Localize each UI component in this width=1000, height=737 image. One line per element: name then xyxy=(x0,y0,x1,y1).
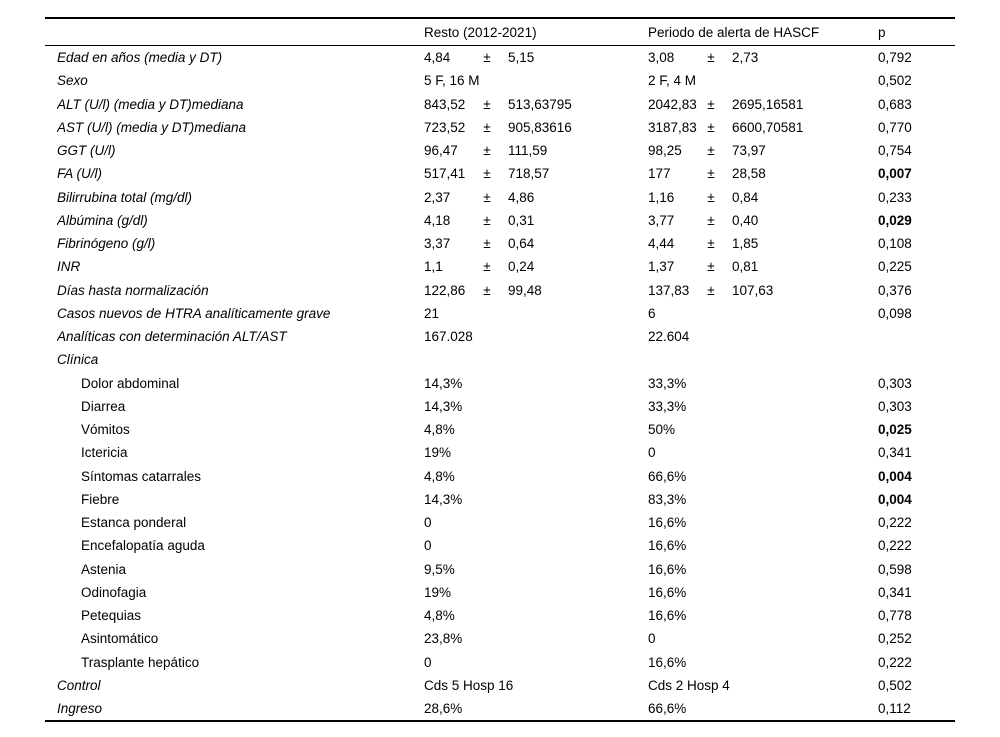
sd-value: 718,57 xyxy=(508,166,550,182)
p-value: 0,754 xyxy=(878,143,912,159)
resto-value: 19% xyxy=(424,584,452,600)
plus-minus-sign: ± xyxy=(707,212,715,228)
mean-value: 3187,83 xyxy=(648,119,697,135)
mean-value: 4,44 xyxy=(648,236,675,252)
plus-minus-sign: ± xyxy=(707,259,715,275)
sd-value: 2695,16581 xyxy=(732,96,804,112)
alerta-value: 66,6% xyxy=(648,468,687,484)
row-label: GGT (U/l) xyxy=(57,143,116,159)
alerta-value: 22.604 xyxy=(648,329,690,345)
resto-value: 4,8% xyxy=(424,468,455,484)
resto-value xyxy=(424,213,648,228)
row-label: Vómitos xyxy=(81,422,130,438)
plus-minus-sign: ± xyxy=(483,119,491,135)
resto-value: Cds 5 Hosp 16 xyxy=(424,677,514,693)
mean-value: 1,1 xyxy=(424,259,443,275)
plus-minus-sign: ± xyxy=(483,96,491,112)
header-periodo-alerta: Periodo de alerta de HASCF xyxy=(648,24,820,40)
plus-minus-sign: ± xyxy=(483,212,491,228)
alerta-value: 83,3% xyxy=(648,491,687,507)
alerta-value: 16,6% xyxy=(648,538,687,554)
mean-value: 137,83 xyxy=(648,282,690,298)
mean-value: 177 xyxy=(648,166,671,182)
sd-value: 28,58 xyxy=(732,166,766,182)
table-row xyxy=(45,325,955,348)
resto-value: 5 F, 16 M xyxy=(424,73,480,89)
table-row xyxy=(45,139,955,162)
header-p: p xyxy=(878,24,886,40)
p-value: 0,029 xyxy=(878,212,912,228)
sd-value: 0,24 xyxy=(508,259,535,275)
stats-table xyxy=(45,17,955,722)
resto-value xyxy=(424,50,648,65)
p-value: 0,770 xyxy=(878,119,912,135)
p-value: 0,233 xyxy=(878,189,912,205)
resto-value: 0 xyxy=(424,538,432,554)
row-label: INR xyxy=(57,259,81,275)
table-row xyxy=(45,604,955,627)
row-label: Ictericia xyxy=(81,445,128,461)
mean-value: 4,84 xyxy=(424,50,451,66)
alerta-value: 0 xyxy=(648,631,656,647)
mean-value: 98,25 xyxy=(648,143,682,159)
alerta-value xyxy=(648,283,878,298)
table-row xyxy=(45,255,955,278)
mean-value: 3,37 xyxy=(424,236,451,252)
resto-value: 9,5% xyxy=(424,561,455,577)
mean-value: 2042,83 xyxy=(648,96,697,112)
resto-value xyxy=(424,283,648,298)
alerta-value xyxy=(648,50,878,65)
row-label: Estanca ponderal xyxy=(81,515,187,531)
table-row xyxy=(45,116,955,139)
resto-value: 14,3% xyxy=(424,398,463,414)
p-value: 0,004 xyxy=(878,468,912,484)
table-row xyxy=(45,558,955,581)
plus-minus-sign: ± xyxy=(707,50,715,66)
mean-value: 1,37 xyxy=(648,259,675,275)
sd-value: 111,59 xyxy=(508,143,548,159)
p-value: 0,341 xyxy=(878,445,912,461)
row-label: Dolor abdominal xyxy=(81,375,180,391)
alerta-value xyxy=(648,166,878,181)
alerta-value: 16,6% xyxy=(648,608,687,624)
mean-value: 2,37 xyxy=(424,189,451,205)
table-row xyxy=(45,186,955,209)
alerta-value: 66,6% xyxy=(648,701,687,717)
plus-minus-sign: ± xyxy=(483,166,491,182)
p-value: 0,225 xyxy=(878,259,912,275)
alerta-value: 50% xyxy=(648,422,676,438)
table-row xyxy=(45,302,955,325)
resto-value: 14,3% xyxy=(424,491,463,507)
resto-value xyxy=(424,190,648,205)
resto-value xyxy=(424,166,648,181)
row-label: Astenia xyxy=(81,561,127,577)
alerta-value: 2 F, 4 M xyxy=(648,73,697,89)
resto-value: 21 xyxy=(424,305,440,321)
plus-minus-sign: ± xyxy=(707,119,715,135)
table-row xyxy=(45,93,955,116)
mean-value: 517,41 xyxy=(424,166,466,182)
row-label: Albúmina (g/dl) xyxy=(57,212,148,228)
p-value: 0,303 xyxy=(878,398,912,414)
alerta-value xyxy=(648,143,878,158)
resto-value xyxy=(424,120,648,135)
resto-value: 0 xyxy=(424,654,432,670)
p-value: 0,098 xyxy=(878,305,912,321)
sd-value: 0,64 xyxy=(508,236,535,252)
mean-value: 3,77 xyxy=(648,212,675,228)
p-value: 0,683 xyxy=(878,96,912,112)
row-label: AST (U/l) (media y DT)mediana xyxy=(57,119,247,135)
sd-value: 0,84 xyxy=(732,189,759,205)
plus-minus-sign: ± xyxy=(483,282,491,298)
p-value: 0,112 xyxy=(878,701,911,717)
sd-value: 2,73 xyxy=(732,50,759,66)
p-value: 0,222 xyxy=(878,538,912,554)
alerta-value xyxy=(648,190,878,205)
sd-value: 905,83616 xyxy=(508,119,572,135)
plus-minus-sign: ± xyxy=(707,143,715,159)
p-value: 0,376 xyxy=(878,282,912,298)
row-label: Odinofagia xyxy=(81,584,147,600)
row-label: Control xyxy=(57,677,101,693)
resto-value: 167.028 xyxy=(424,329,473,345)
resto-value: 4,8% xyxy=(424,422,455,438)
row-label: Fibrinógeno (g/l) xyxy=(57,236,156,252)
resto-value xyxy=(424,236,648,251)
mean-value: 4,18 xyxy=(424,212,451,228)
p-value: 0,222 xyxy=(878,515,912,531)
table-row xyxy=(45,348,955,371)
table-row xyxy=(45,372,955,395)
alerta-value xyxy=(648,213,878,228)
p-value: 0,252 xyxy=(878,631,912,647)
table-row xyxy=(45,69,955,92)
sd-value: 1,85 xyxy=(732,236,759,252)
row-label: Trasplante hepático xyxy=(81,654,200,670)
plus-minus-sign: ± xyxy=(707,96,715,112)
resto-value: 0 xyxy=(424,515,432,531)
row-label: ALT (U/l) (media y DT)mediana xyxy=(57,96,244,112)
alerta-value xyxy=(648,120,878,135)
alerta-value: 0 xyxy=(648,445,656,461)
p-value: 0,792 xyxy=(878,50,912,66)
resto-value: 4,8% xyxy=(424,608,455,624)
p-value: 0,502 xyxy=(878,677,912,693)
table-row xyxy=(45,418,955,441)
alerta-value: 16,6% xyxy=(648,515,687,531)
alerta-value: 33,3% xyxy=(648,398,687,414)
p-value: 0,341 xyxy=(878,584,912,600)
row-label: Días hasta normalización xyxy=(57,282,209,298)
plus-minus-sign: ± xyxy=(483,50,491,66)
p-value: 0,598 xyxy=(878,561,912,577)
resto-value xyxy=(424,259,648,274)
p-value: 0,502 xyxy=(878,73,912,89)
row-label: Clínica xyxy=(57,352,99,368)
alerta-value: 16,6% xyxy=(648,654,687,670)
plus-minus-sign: ± xyxy=(707,236,715,252)
plus-minus-sign: ± xyxy=(483,189,491,205)
mean-value: 1,16 xyxy=(648,189,675,205)
row-label: Asintomático xyxy=(81,631,159,647)
sd-value: 99,48 xyxy=(508,282,542,298)
table-row xyxy=(45,511,955,534)
row-label: Fiebre xyxy=(81,491,120,507)
table-row xyxy=(45,209,955,232)
table-row xyxy=(45,465,955,488)
alerta-value: Cds 2 Hosp 4 xyxy=(648,677,730,693)
table-row xyxy=(45,395,955,418)
row-label: Sexo xyxy=(57,73,88,89)
sd-value: 107,63 xyxy=(732,282,774,298)
table-row xyxy=(45,441,955,464)
alerta-value: 16,6% xyxy=(648,584,687,600)
row-label: Diarrea xyxy=(81,398,126,414)
table-row xyxy=(45,651,955,674)
row-label: Ingreso xyxy=(57,701,103,717)
p-value: 0,222 xyxy=(878,654,912,670)
table-row xyxy=(45,488,955,511)
resto-value xyxy=(424,143,648,158)
resto-value xyxy=(424,97,648,112)
p-value: 0,778 xyxy=(878,608,912,624)
plus-minus-sign: ± xyxy=(483,143,491,159)
resto-value: 19% xyxy=(424,445,452,461)
row-label: Petequias xyxy=(81,608,142,624)
sd-value: 0,81 xyxy=(732,259,759,275)
table-body xyxy=(45,46,955,720)
p-value: 0,303 xyxy=(878,375,912,391)
sd-value: 0,40 xyxy=(732,212,759,228)
sd-value: 513,63795 xyxy=(508,96,572,112)
row-label: Casos nuevos de HTRA analíticamente grave xyxy=(57,305,331,321)
plus-minus-sign: ± xyxy=(707,282,715,298)
p-value: 0,025 xyxy=(878,422,912,438)
mean-value: 122,86 xyxy=(424,282,466,298)
resto-value: 23,8% xyxy=(424,631,463,647)
row-label: Bilirrubina total (mg/dl) xyxy=(57,189,193,205)
sd-value: 73,97 xyxy=(732,143,766,159)
p-value: 0,108 xyxy=(878,236,912,252)
table-row xyxy=(45,627,955,650)
table-row xyxy=(45,534,955,557)
mean-value: 723,52 xyxy=(424,119,466,135)
table-header-row xyxy=(45,19,955,46)
p-value: 0,007 xyxy=(878,166,912,182)
plus-minus-sign: ± xyxy=(483,259,491,275)
alerta-value: 33,3% xyxy=(648,375,687,391)
mean-value: 96,47 xyxy=(424,143,458,159)
mean-value: 843,52 xyxy=(424,96,466,112)
resto-value: 14,3% xyxy=(424,375,463,391)
mean-value: 3,08 xyxy=(648,50,675,66)
sd-value: 6600,70581 xyxy=(732,119,804,135)
plus-minus-sign: ± xyxy=(483,236,491,252)
p-value: 0,004 xyxy=(878,491,912,507)
resto-value: 28,6% xyxy=(424,701,463,717)
alerta-value xyxy=(648,259,878,274)
plus-minus-sign: ± xyxy=(707,189,715,205)
table-row xyxy=(45,162,955,185)
row-label: Edad en años (media y DT) xyxy=(57,50,223,66)
table-row xyxy=(45,674,955,697)
row-label: Encefalopatía aguda xyxy=(81,538,205,554)
alerta-value: 16,6% xyxy=(648,561,687,577)
sd-value: 4,86 xyxy=(508,189,535,205)
alerta-value xyxy=(648,236,878,251)
row-label: Síntomas catarrales xyxy=(81,468,202,484)
table-row xyxy=(45,232,955,255)
table-row xyxy=(45,279,955,302)
table-row xyxy=(45,46,955,69)
plus-minus-sign: ± xyxy=(707,166,715,182)
header-resto: Resto (2012-2021) xyxy=(424,24,537,40)
row-label: Analíticas con determinación ALT/AST xyxy=(57,329,287,345)
table-row xyxy=(45,581,955,604)
sd-value: 0,31 xyxy=(508,212,535,228)
table-row xyxy=(45,697,955,720)
alerta-value: 6 xyxy=(648,305,656,321)
alerta-value xyxy=(648,97,878,112)
row-label: FA (U/l) xyxy=(57,166,102,182)
sd-value: 5,15 xyxy=(508,50,535,66)
